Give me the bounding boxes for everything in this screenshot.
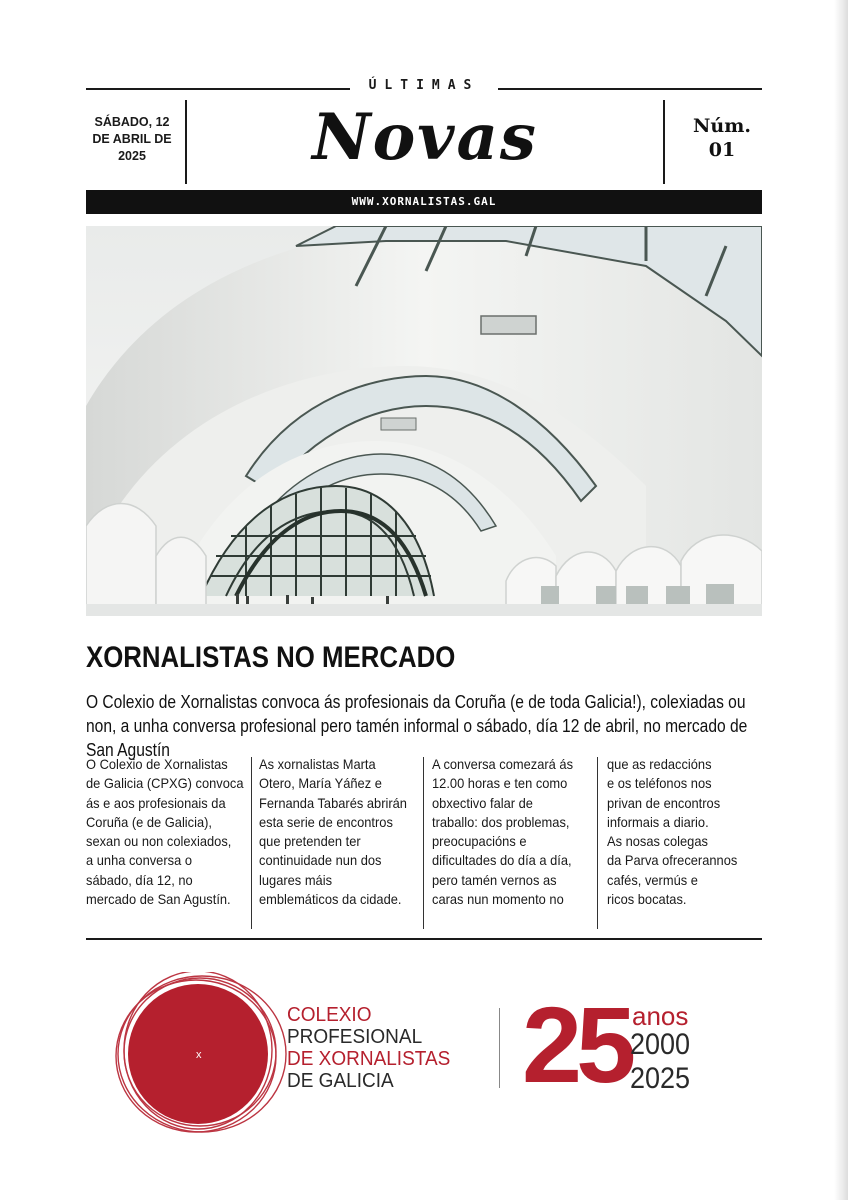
- column-line: caras nun momento no: [432, 891, 564, 908]
- anniversary-year-start: 2000: [630, 1028, 691, 1061]
- column-line: A conversa comezará ás: [432, 756, 574, 772]
- market-interior-photo: [86, 226, 762, 616]
- issue-date-line: 2025: [118, 149, 146, 163]
- column-separator: [251, 757, 252, 929]
- issue-number-value: 01: [708, 139, 736, 161]
- logo-mark-glyph: x: [196, 1049, 202, 1061]
- column-line: As nosas colegas: [607, 833, 708, 850]
- issue-date-line: SÁBADO, 12: [94, 115, 170, 129]
- anniversary-year-end: 2025: [630, 1062, 691, 1095]
- column-line: a unha conversa o: [86, 852, 192, 869]
- cpxg-logo-mark: [112, 972, 290, 1134]
- column-line: que as redaccións: [607, 756, 712, 772]
- page-edge-shadow: [834, 0, 848, 1200]
- column-line: obxectivo falar de: [432, 794, 533, 811]
- website-url-bar: WWW.XORNALISTAS.GAL: [86, 190, 762, 214]
- issue-number: [676, 114, 768, 162]
- column-separator: [597, 757, 598, 929]
- footer-rule: [86, 938, 762, 940]
- column-line: ás e aos profesionais da: [86, 794, 226, 811]
- org-name-line: DE GALICIA: [287, 1070, 394, 1092]
- article-column: [607, 755, 765, 909]
- article-column: [259, 755, 417, 909]
- column-line: 12.00 horas e ten como: [432, 775, 568, 792]
- column-line: sábado, día 12, no: [86, 871, 193, 888]
- article-headline: XORNALISTAS NO MERCADO: [86, 641, 456, 674]
- article-column: [432, 755, 590, 909]
- logo-divider: [499, 1008, 500, 1088]
- column-line: ricos bocatas.: [607, 891, 687, 908]
- org-name-line: COLEXIO: [287, 1004, 372, 1026]
- issue-number-label: Núm.: [693, 115, 751, 137]
- column-line: dificultades do día a día,: [432, 852, 572, 869]
- column-line: mercado de San Agustín.: [86, 891, 231, 908]
- masthead-divider-right: [663, 100, 665, 184]
- article-lede: O Colexio de Xornalistas convoca ás profesionais da Coruña (e de toda Galicia!), colexiadas ou non, a unha conversa profesional pero tamén informal o sábado, día 12 de abril, no mercado de San Agustín: [86, 692, 748, 760]
- column-line: Fernanda Tabarés abrirán: [259, 794, 407, 811]
- column-line: lugares máis: [259, 871, 333, 888]
- column-line: traballo: dos problemas,: [432, 813, 570, 830]
- column-line: esta serie de encontros: [259, 813, 393, 830]
- column-separator: [423, 757, 424, 929]
- masthead-kicker: ÚLTIMAS: [368, 78, 480, 93]
- column-line: Otero, María Yáñez e: [259, 775, 382, 792]
- anniversary-word: anos: [632, 1001, 689, 1031]
- column-line: sexan ou non colexiados,: [86, 833, 232, 850]
- column-line: e os teléfonos nos: [607, 775, 712, 792]
- article-column: [86, 755, 244, 909]
- anniversary-number: 25: [522, 984, 631, 1105]
- column-line: O Colexio de Xornalistas: [86, 756, 228, 772]
- column-line: emblemáticos da cidade.: [259, 891, 402, 908]
- newspaper-title: Novas: [312, 100, 538, 175]
- org-name-line: DE XORNALISTAS: [287, 1048, 451, 1070]
- column-line: pero tamén vernos as: [432, 871, 557, 888]
- column-line: privan de encontros: [607, 794, 721, 811]
- column-line: continuidade nun dos: [259, 852, 382, 869]
- column-line: informais a diario.: [607, 813, 709, 830]
- column-line: As xornalistas Marta: [259, 756, 376, 772]
- issue-date-line: DE ABRIL DE: [92, 132, 172, 146]
- org-name: [287, 1004, 450, 1092]
- column-line: da Parva ofrecerannos: [607, 852, 738, 869]
- column-line: preocupacións e: [432, 833, 527, 850]
- org-name-line: PROFESIONAL: [287, 1026, 423, 1048]
- column-line: de Galicia (CPXG) convoca: [86, 775, 244, 792]
- masthead-divider-left: [185, 100, 187, 184]
- column-line: Coruña (e de Galicia),: [86, 813, 212, 830]
- column-line: cafés, vermús e: [607, 871, 698, 888]
- column-line: que pretenden ter: [259, 833, 361, 850]
- issue-date: [86, 114, 178, 165]
